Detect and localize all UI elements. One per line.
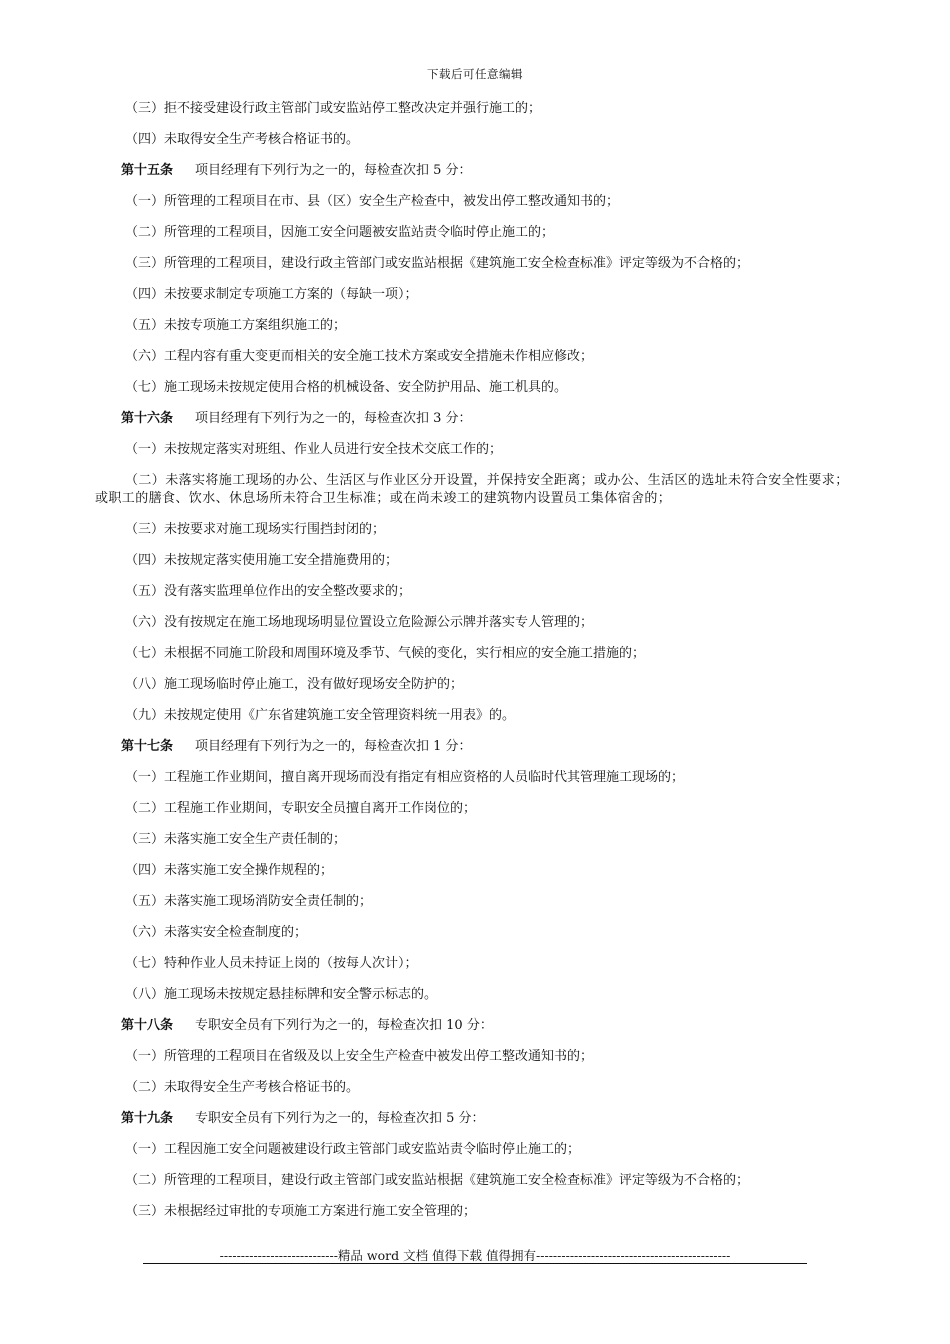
list-item: （三）未根据经过审批的专项施工方案进行施工安全管理的； — [125, 1204, 477, 1219]
list-item: （三）未落实施工安全生产责任制的； — [125, 832, 347, 847]
article-heading — [95, 162, 860, 180]
list-item: （五）没有落实监理单位作出的安全整改要求的； — [125, 584, 412, 599]
article-text: 项目经理有下列行为之一的，每检查次扣 3 分： — [195, 411, 472, 426]
article-heading — [95, 738, 860, 756]
page-header: 下载后可任意编辑 — [427, 67, 523, 81]
list-item: （四）未取得安全生产考核合格证书的。 — [125, 132, 360, 147]
article-number: 第十七条 — [121, 739, 174, 754]
list-item: （七）特种作业人员未持证上岗的（按每人次计）； — [125, 956, 418, 971]
page-footer: ----------------------------精品 word 文档 值得下载 值得拥有---------------------------------------------- — [219, 1248, 731, 1263]
article-heading — [95, 410, 860, 428]
list-item: （五）未落实施工现场消防安全责任制的； — [125, 894, 373, 909]
footer-rule — [143, 1263, 807, 1264]
list-item: （四）未落实施工安全操作规程的； — [125, 863, 334, 878]
list-item: （三）所管理的工程项目，建设行政主管部门或安监站根据《建筑施工安全检查标准》评定等级为不合格的； — [125, 256, 750, 271]
article-text: 项目经理有下列行为之一的，每检查次扣 1 分： — [195, 739, 472, 754]
article-text: 专职安全员有下列行为之一的，每检查次扣 10 分： — [195, 1018, 493, 1033]
article-text: 专职安全员有下列行为之一的，每检查次扣 5 分： — [195, 1111, 485, 1126]
list-item: （五）未按专项施工方案组织施工的； — [125, 318, 347, 333]
list-item: （二）工程施工作业期间，专职安全员擅自离开工作岗位的； — [125, 801, 477, 816]
list-item: （二）所管理的工程项目，建设行政主管部门或安监站根据《建筑施工安全检查标准》评定等级为不合格的； — [125, 1173, 750, 1188]
list-item: （九）未按规定使用《广东省建筑施工安全管理资料统一用表》的。 — [125, 708, 516, 723]
list-item: （六）工程内容有重大变更而相关的安全施工技术方案或安全措施未作相应修改； — [125, 349, 594, 364]
list-item: （四）未按规定落实使用施工安全措施费用的； — [125, 553, 399, 568]
list-item: （一）未按规定落实对班组、作业人员进行安全技术交底工作的； — [125, 442, 503, 457]
list-item: （八）施工现场临时停止施工，没有做好现场安全防护的； — [125, 677, 464, 692]
article-heading — [95, 1110, 860, 1128]
list-item: （二）所管理的工程项目，因施工安全问题被安监站责令临时停止施工的； — [125, 225, 555, 240]
article-number: 第十六条 — [121, 411, 174, 426]
list-item: （三）拒不接受建设行政主管部门或安监站停工整改决定并强行施工的； — [125, 101, 542, 116]
list-item: （七）未根据不同施工阶段和周围环境及季节、气候的变化，实行相应的安全施工措施的； — [125, 646, 646, 661]
document-body — [95, 100, 860, 1234]
list-item: （七）施工现场未按规定使用合格的机械设备、安全防护用品、施工机具的。 — [125, 380, 568, 395]
article-text: 项目经理有下列行为之一的，每检查次扣 5 分： — [195, 163, 472, 178]
article-number: 第十九条 — [121, 1111, 174, 1126]
list-item: （三）未按要求对施工现场实行围挡封闭的； — [125, 522, 386, 537]
article-number: 第十八条 — [121, 1018, 174, 1033]
article-number: 第十五条 — [121, 163, 174, 178]
article-heading — [95, 1017, 860, 1035]
list-item: （一）工程因施工安全问题被建设行政主管部门或安监站责令临时停止施工的； — [125, 1142, 581, 1157]
list-item: （一）所管理的工程项目在市、县（区）安全生产检查中，被发出停工整改通知书的； — [125, 194, 620, 209]
list-item: （二）未取得安全生产考核合格证书的。 — [125, 1080, 360, 1095]
list-item: （一）工程施工作业期间，擅自离开现场而没有指定有相应资格的人员临时代其管理施工现场的； — [125, 770, 685, 785]
list-item: （六）没有按规定在施工场地现场明显位置设立危险源公示牌并落实专人管理的； — [125, 615, 594, 630]
list-item: （八）施工现场未按规定悬挂标牌和安全警示标志的。 — [125, 987, 438, 1002]
list-item: （一）所管理的工程项目在省级及以上安全生产检查中被发出停工整改通知书的； — [125, 1049, 594, 1064]
list-item: （四）未按要求制定专项施工方案的（每缺一项）； — [125, 287, 418, 302]
list-item: （六）未落实安全检查制度的； — [125, 925, 308, 940]
list-item: （二）未落实将施工现场的办公、生活区与作业区分开设置，并保持安全距离；或办公、生活区的选址未符合安全性要求；或职工的膳食、饮水、休息场所未符合卫生标准；或在尚未竣工的建筑物内设置员工集体宿舍的； — [95, 473, 849, 506]
